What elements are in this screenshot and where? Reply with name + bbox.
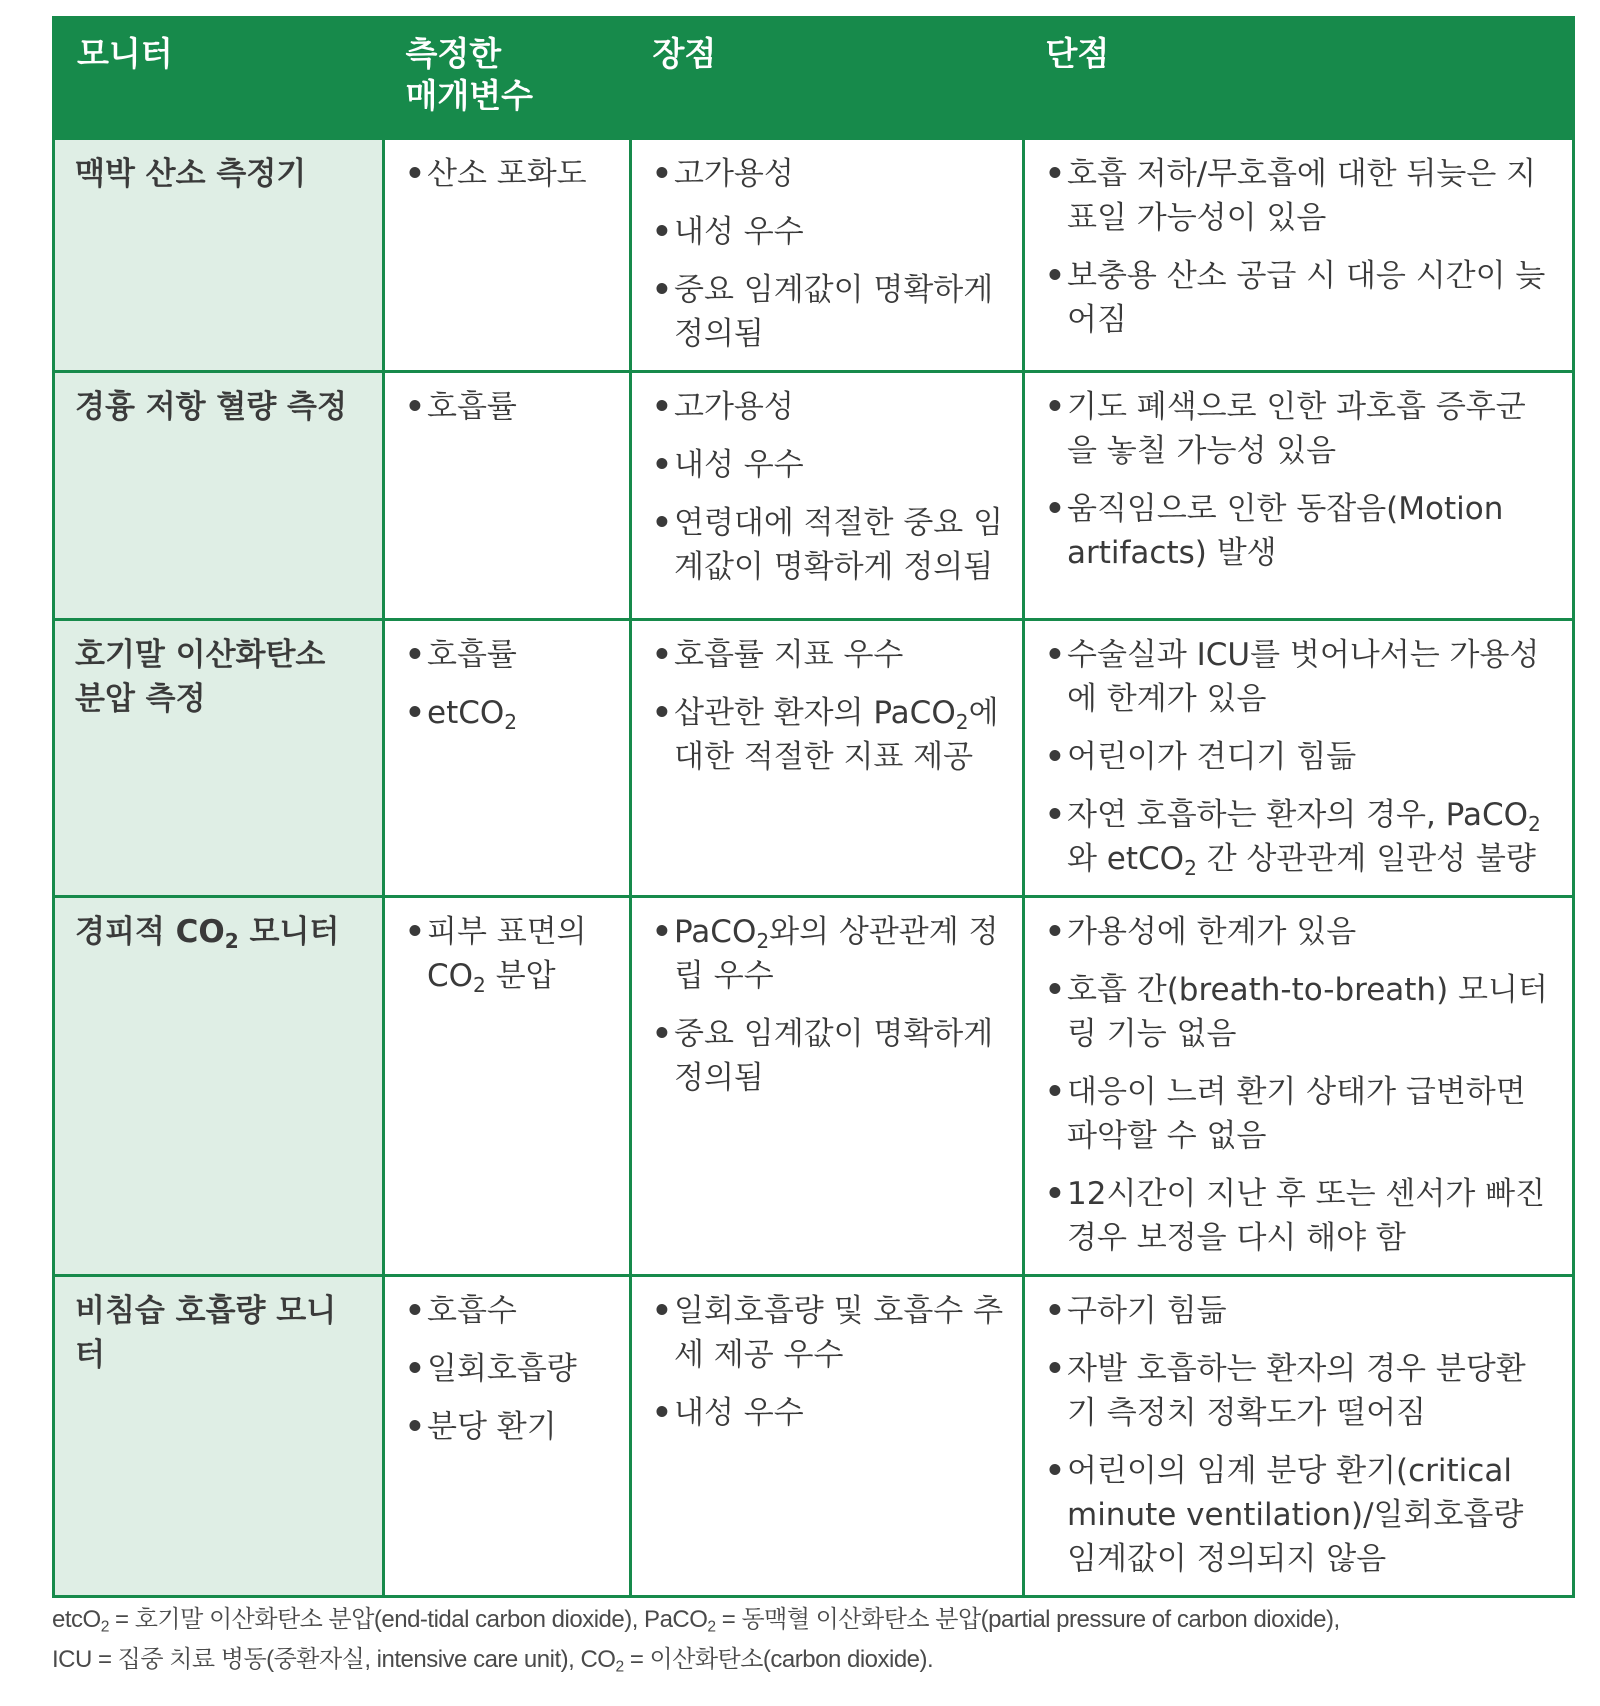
- list-item: • 자발 호흡하는 환자의 경우 분당환기 측정치 정확도가 떨어짐: [1045, 1347, 1554, 1435]
- list-item: • 대응이 느려 환기 상태가 급변하면 파악할 수 없음: [1045, 1070, 1554, 1158]
- footnote-line-2: [52, 1640, 1572, 1680]
- subscript: 2: [955, 710, 969, 735]
- disadvantage-text: 자연 호흡하는 환자의 경우, PaCO: [1067, 797, 1529, 833]
- subscript: 2: [1528, 812, 1541, 837]
- params-cell: [384, 897, 631, 1276]
- disadvantage-text: 와 etCO: [1067, 841, 1185, 877]
- monitor-cell: [54, 1276, 384, 1597]
- table-header-row: [54, 18, 1574, 139]
- list-item: • 호흡 저하/무호흡에 대한 뒤늦은 지표일 가능성이 있음: [1045, 152, 1554, 240]
- header-parameters: [384, 18, 631, 139]
- advantages-cell: [631, 372, 1024, 620]
- table-row: [54, 897, 1574, 1276]
- subscript: 2: [100, 1618, 109, 1636]
- list-item: • 내성 우수: [652, 210, 1004, 254]
- monitor-comparison-table: [52, 16, 1575, 1598]
- disadvantages-cell: [1024, 1276, 1574, 1597]
- table-row: [54, 1276, 1574, 1597]
- list-item: • 일회호흡량: [405, 1347, 611, 1391]
- advantage-text: 와의 상관관계 정립 우수: [674, 914, 999, 994]
- advantages-cell: [631, 139, 1024, 372]
- list-item: • 수술실과 ICU를 벗어나서는 가용성에 한계가 있음: [1045, 633, 1554, 721]
- list-item: [652, 691, 1004, 779]
- header-disadvantages-label: 단점: [1045, 34, 1110, 73]
- list-item: • 구하기 힘듦: [1045, 1289, 1554, 1333]
- table-row: [54, 620, 1574, 897]
- monitor-cell: [54, 139, 384, 372]
- subscript: 2: [224, 929, 239, 954]
- monitor-name: 호기말 이산화탄소 분압 측정: [75, 637, 326, 717]
- monitor-cell: [54, 620, 384, 897]
- monitor-name: 모니터: [238, 914, 340, 950]
- list-item: • 호흡률 지표 우수: [652, 633, 1004, 677]
- header-param-line2: 매개변수: [405, 76, 534, 115]
- params-cell: [384, 372, 631, 620]
- params-cell: [384, 1276, 631, 1597]
- monitor-name: 경흉 저항 혈량 측정: [75, 389, 347, 425]
- header-advantages-label: 장점: [652, 34, 717, 73]
- table-row: [54, 139, 1574, 372]
- footnote-text: = 호기말 이산화탄소 분압(end-tidal carbon dioxide), PaCO: [108, 1606, 708, 1633]
- list-item: • 호흡 간(breath-to-breath) 모니터링 기능 없음: [1045, 968, 1554, 1056]
- list-item: • 12시간이 지난 후 또는 센서가 빠진 경우 보정을 다시 해야 함: [1045, 1172, 1554, 1260]
- advantage-text: PaCO: [674, 914, 757, 950]
- list-item: [405, 910, 611, 998]
- subscript: 2: [504, 710, 518, 735]
- disadvantage-text: 간 상관관계 일관성 불량: [1196, 841, 1536, 877]
- footnote-line-1: [52, 1600, 1572, 1640]
- list-item: [1045, 793, 1554, 881]
- list-item: • 어린이의 임계 분당 환기(critical minute ventilation)/일회호흡량 임계값이 정의되지 않음: [1045, 1449, 1554, 1581]
- list-item: [652, 910, 1004, 998]
- advantage-text: 삽관한 환자의 PaCO: [674, 695, 956, 731]
- list-item: • 호흡률: [405, 633, 611, 677]
- footnote-text: = 동맥혈 이산화탄소 분압(partial pressure of carbon dioxide),: [715, 1606, 1340, 1633]
- list-item: • 가용성에 한계가 있음: [1045, 910, 1554, 954]
- list-item: • 고가용성: [652, 385, 1004, 429]
- list-item: [405, 691, 611, 735]
- list-item: • 보충용 산소 공급 시 대응 시간이 늦어짐: [1045, 254, 1554, 342]
- footnote-text: etcO: [52, 1606, 101, 1633]
- header-monitor-label: 모니터: [77, 34, 173, 73]
- footnote-text: ICU = 집중 치료 병동(중환자실, intensive care unit), CO: [52, 1646, 616, 1673]
- list-item: • 고가용성: [652, 152, 1004, 196]
- advantage-text: 에 대한 적절한 지표 제공: [674, 695, 999, 775]
- advantages-cell: [631, 1276, 1024, 1597]
- list-item: • 중요 임계값이 명확하게 정의됨: [652, 1012, 1004, 1100]
- header-param-line1: 측정한: [405, 34, 502, 73]
- disadvantages-cell: [1024, 139, 1574, 372]
- footnote-text: = 이산화탄소(carbon dioxide).: [623, 1646, 934, 1673]
- header-monitor: [54, 18, 384, 139]
- subscript: 2: [473, 973, 486, 998]
- list-item: • 호흡수: [405, 1289, 611, 1333]
- subscript: 2: [756, 929, 770, 954]
- params-cell: [384, 139, 631, 372]
- advantages-cell: [631, 897, 1024, 1276]
- list-item: • 어린이가 견디기 힘듦: [1045, 735, 1554, 779]
- subscript: 2: [1184, 856, 1197, 881]
- disadvantages-cell: [1024, 620, 1574, 897]
- subscript: 2: [707, 1618, 716, 1636]
- list-item: • 중요 임계값이 명확하게 정의됨: [652, 268, 1004, 356]
- monitor-cell: [54, 372, 384, 620]
- list-item: • 내성 우수: [652, 1391, 1004, 1435]
- monitor-name: 경피적 CO: [75, 914, 225, 950]
- disadvantages-cell: [1024, 897, 1574, 1276]
- header-disadvantages: [1024, 18, 1574, 139]
- list-item: • 일회호흡량 및 호흡수 추세 제공 우수: [652, 1289, 1004, 1377]
- list-item: • 산소 포화도: [405, 152, 611, 196]
- footnote: [52, 1600, 1572, 1680]
- monitor-name: 맥박 산소 측정기: [75, 156, 307, 192]
- subscript: 2: [615, 1658, 624, 1676]
- list-item: • 움직임으로 인한 동잡음(Motion artifacts) 발생: [1045, 487, 1554, 575]
- header-advantages: [631, 18, 1024, 139]
- monitor-comparison-table-container: [52, 16, 1572, 1598]
- param-text: 분압: [485, 958, 556, 994]
- disadvantages-cell: [1024, 372, 1574, 620]
- list-item: • 내성 우수: [652, 443, 1004, 487]
- param-text: 피부 표면의 CO: [427, 914, 587, 994]
- params-cell: [384, 620, 631, 897]
- advantages-cell: [631, 620, 1024, 897]
- list-item: • 기도 폐색으로 인한 과호흡 증후군을 놓칠 가능성 있음: [1045, 385, 1554, 473]
- monitor-name: 비침습 호흡량 모니터: [75, 1293, 337, 1373]
- table-row: [54, 372, 1574, 620]
- list-item: • 호흡률: [405, 385, 611, 429]
- monitor-cell: [54, 897, 384, 1276]
- param-text: etCO: [427, 695, 505, 731]
- list-item: • 연령대에 적절한 중요 임계값이 명확하게 정의됨: [652, 501, 1004, 589]
- list-item: • 분당 환기: [405, 1405, 611, 1449]
